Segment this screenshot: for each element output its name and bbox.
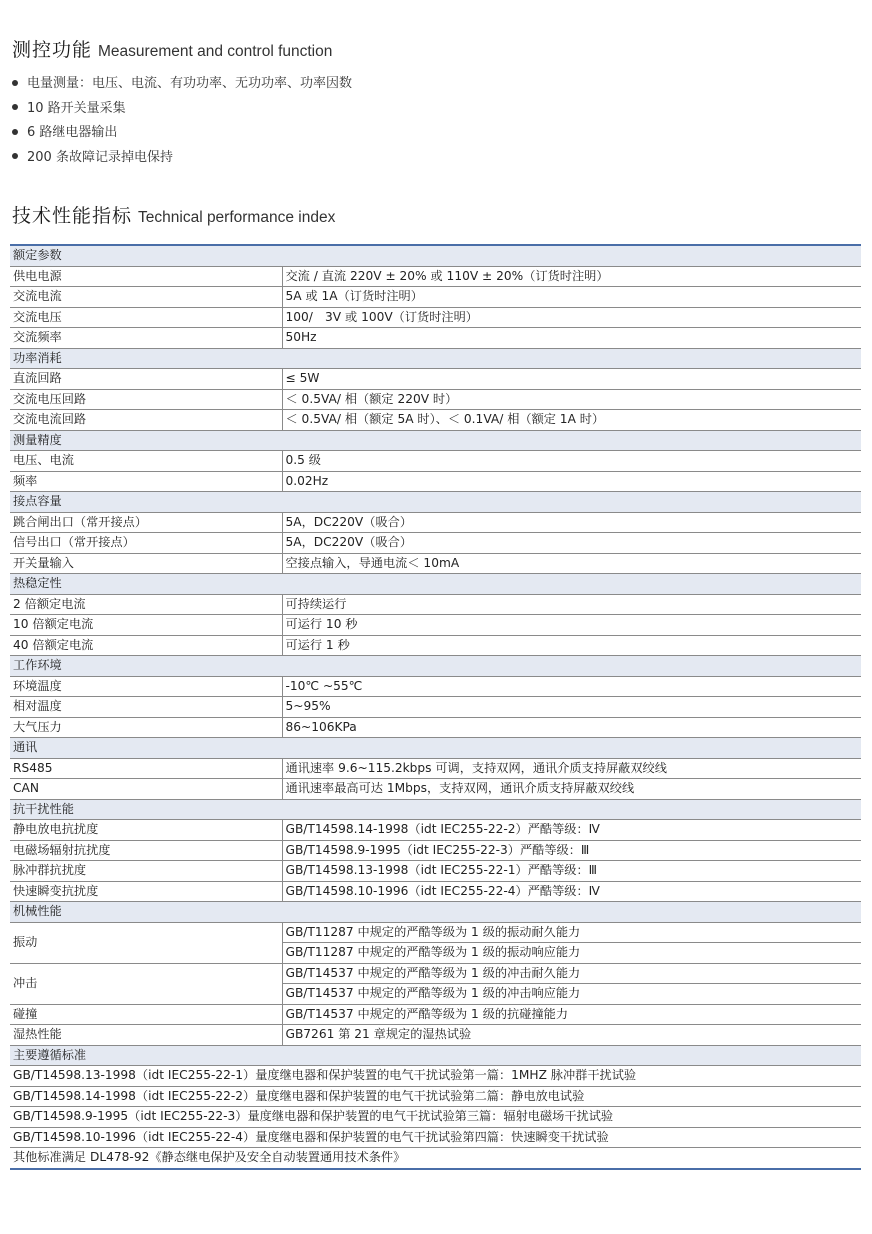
table-row [10,1025,861,1046]
param-value: 5~95% [282,697,861,718]
table-row [10,861,861,882]
group-header: 额定参数 [10,245,861,266]
group-header: 主要遵循标准 [10,1045,861,1066]
param-value: 交流 / 直流 220V ± 20% 或 110V ± 20%（订货时注明） [282,266,861,287]
group-header: 机械性能 [10,902,861,923]
param-value: GB/T11287 中规定的严酷等级为 1 级的振动响应能力 [282,943,861,964]
group-header: 热稳定性 [10,574,861,595]
param-value: 可运行 1 秒 [282,635,861,656]
param-label: CAN [10,779,282,800]
table-row [10,471,861,492]
param-value: GB/T14598.9-1995（idt IEC255-22-3）严酷等级：Ⅲ [282,840,861,861]
table-row [10,697,861,718]
group-header-row [10,1045,861,1066]
param-label: 环境温度 [10,676,282,697]
param-value: GB/T14598.10-1996（idt IEC255-22-4）严酷等级：Ⅳ [282,881,861,902]
param-value: GB/T14598.14-1998（idt IEC255-22-2）严酷等级：Ⅳ [282,820,861,841]
group-header: 工作环境 [10,656,861,677]
param-label: 大气压力 [10,717,282,738]
standard-line: 其他标准满足 DL478-92《静态继电保护及安全自动装置通用技术条件》 [10,1148,861,1169]
group-header-row [10,245,861,266]
param-value: GB/T14537 中规定的严酷等级为 1 级的抗碰撞能力 [282,1004,861,1025]
param-label: 相对温度 [10,697,282,718]
table-row [10,922,861,943]
table-row [10,881,861,902]
param-label: 跳合闸出口（常开接点） [10,512,282,533]
param-value: 100/ 3V 或 100V（订货时注明） [282,307,861,328]
group-header-row [10,738,861,759]
table-row [10,676,861,697]
param-label: RS485 [10,758,282,779]
table-row [10,451,861,472]
param-value: 空接点输入，导通电流＜ 10mA [282,553,861,574]
table-row [10,779,861,800]
bullet-icon [12,104,18,110]
param-value: 50Hz [282,328,861,349]
param-label: 振动 [10,922,282,963]
table-row [10,389,861,410]
table-row [10,512,861,533]
feature-item: 10 路开关量采集 [12,97,352,122]
param-label: 静电放电抗扰度 [10,820,282,841]
bullet-icon [12,153,18,159]
spec-table [10,244,861,1170]
table-row [10,287,861,308]
standard-line: GB/T14598.14-1998（idt IEC255-22-2）量度继电器和保护装置的电气干扰试验第二篇：静电放电试验 [10,1086,861,1107]
standard-line: GB/T14598.9-1995（idt IEC255-22-3）量度继电器和保护装置的电气干扰试验第三篇：辐射电磁场干扰试验 [10,1107,861,1128]
table-row [10,1148,861,1169]
group-header-row [10,348,861,369]
table-row [10,410,861,431]
param-value: ＜ 0.5VA/ 相（额定 5A 时）、＜ 0.1VA/ 相（额定 1A 时） [282,410,861,431]
table-row [10,635,861,656]
param-label: 湿热性能 [10,1025,282,1046]
table-row [10,1127,861,1148]
table-row [10,840,861,861]
param-label: 交流电流 [10,287,282,308]
param-label: 10 倍额定电流 [10,615,282,636]
param-value: 通讯速率最高可达 1Mbps，支持双网，通讯介质支持屏蔽双绞线 [282,779,861,800]
param-value: 可持续运行 [282,594,861,615]
group-header: 通讯 [10,738,861,759]
param-label: 频率 [10,471,282,492]
technical-section-title [12,201,335,228]
group-header: 接点容量 [10,492,861,513]
group-header-row [10,492,861,513]
table-row [10,615,861,636]
param-value: 0.5 级 [282,451,861,472]
param-label: 供电电源 [10,266,282,287]
group-header-row [10,656,861,677]
group-header: 抗干扰性能 [10,799,861,820]
table-row [10,307,861,328]
feature-item: 电量测量：电压、电流、有功功率、无功功率、功率因数 [12,72,352,97]
param-label: 快速瞬变抗扰度 [10,881,282,902]
measurement-section-title [12,35,332,62]
group-header-row [10,430,861,451]
group-header-row [10,574,861,595]
group-header-row [10,902,861,923]
table-row [10,328,861,349]
table-row [10,1066,861,1087]
param-label: 40 倍额定电流 [10,635,282,656]
table-row [10,533,861,554]
measurement-title-zh: 测控功能 [12,39,93,61]
param-value: 可运行 10 秒 [282,615,861,636]
feature-item: 200 条故障记录掉电保持 [12,146,352,171]
table-row [10,553,861,574]
table-row [10,963,861,984]
param-value: GB7261 第 21 章规定的湿热试验 [282,1025,861,1046]
param-value: -10℃ ~55℃ [282,676,861,697]
param-label: 碰撞 [10,1004,282,1025]
param-value: GB/T11287 中规定的严酷等级为 1 级的振动耐久能力 [282,922,861,943]
param-value: GB/T14537 中规定的严酷等级为 1 级的冲击响应能力 [282,984,861,1005]
group-header-row [10,799,861,820]
param-label: 2 倍额定电流 [10,594,282,615]
param-value: 0.02Hz [282,471,861,492]
technical-title-en: Technical performance index [138,209,336,226]
param-value: GB/T14537 中规定的严酷等级为 1 级的冲击耐久能力 [282,963,861,984]
param-label: 脉冲群抗扰度 [10,861,282,882]
param-label: 交流电流回路 [10,410,282,431]
technical-title-zh: 技术性能指标 [12,205,133,227]
feature-item: 6 路继电器输出 [12,121,352,146]
group-header: 功率消耗 [10,348,861,369]
param-label: 电磁场辐射抗扰度 [10,840,282,861]
table-row [10,266,861,287]
table-row [10,1086,861,1107]
table-row [10,369,861,390]
param-label: 开关量输入 [10,553,282,574]
table-row [10,758,861,779]
table-row [10,820,861,841]
param-value: ＜ 0.5VA/ 相（额定 220V 时） [282,389,861,410]
bullet-icon [12,129,18,135]
param-value: 通讯速率 9.6~115.2kbps 可调，支持双网，通讯介质支持屏蔽双绞线 [282,758,861,779]
param-label: 交流频率 [10,328,282,349]
table-row [10,1004,861,1025]
param-value: 86~106KPa [282,717,861,738]
standard-line: GB/T14598.10-1996（idt IEC255-22-4）量度继电器和保护装置的电气干扰试验第四篇：快速瞬变干扰试验 [10,1127,861,1148]
table-row [10,1107,861,1128]
param-value: 5A，DC220V（吸合） [282,533,861,554]
param-label: 交流电压回路 [10,389,282,410]
param-value: 5A 或 1A（订货时注明） [282,287,861,308]
bullet-icon [12,80,18,86]
standard-line: GB/T14598.13-1998（idt IEC255-22-1）量度继电器和保护装置的电气干扰试验第一篇：1MHZ 脉冲群干扰试验 [10,1066,861,1087]
param-label: 交流电压 [10,307,282,328]
param-label: 电压、电流 [10,451,282,472]
param-label: 冲击 [10,963,282,1004]
param-value: 5A，DC220V（吸合） [282,512,861,533]
param-label: 信号出口（常开接点） [10,533,282,554]
param-value: GB/T14598.13-1998（idt IEC255-22-1）严酷等级：Ⅲ [282,861,861,882]
measurement-title-en: Measurement and control function [98,43,333,60]
table-row [10,717,861,738]
param-label: 直流回路 [10,369,282,390]
param-value: ≤ 5W [282,369,861,390]
table-row [10,594,861,615]
measurement-feature-list [12,72,352,170]
group-header: 测量精度 [10,430,861,451]
